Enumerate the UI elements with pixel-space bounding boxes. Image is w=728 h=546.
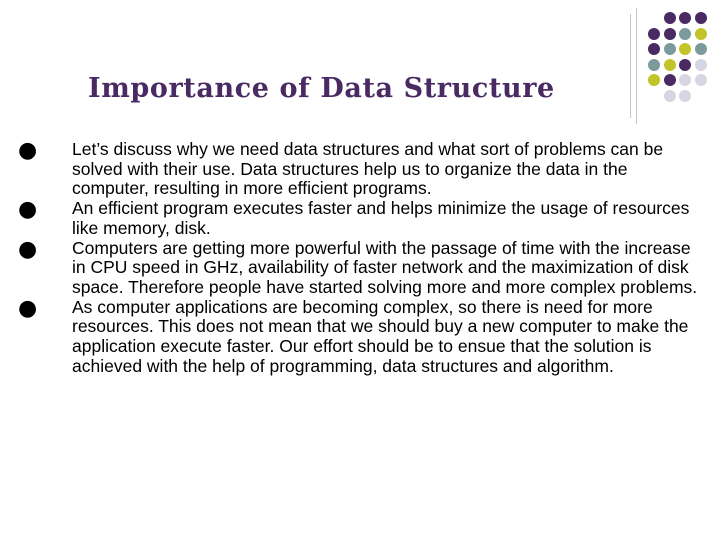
divider-line: [636, 8, 637, 124]
bullet-item: [18, 295, 698, 377]
decorative-dot: [679, 43, 691, 55]
decorative-dot: [679, 12, 691, 24]
decorative-dot: [695, 43, 707, 55]
decorative-dot: [679, 59, 691, 71]
bullet-marker-icon: ●: [18, 236, 38, 262]
decorative-dot: [679, 74, 691, 86]
decorative-dot: [679, 90, 691, 102]
bullet-item: [18, 140, 698, 199]
decorative-dot: [695, 28, 707, 40]
decorative-dot: [695, 74, 707, 86]
decorative-dot: [664, 43, 676, 55]
bullet-marker-icon: ●: [18, 295, 38, 321]
decorative-dot: [679, 28, 691, 40]
bullet-text: As computer applications are becoming complex, so there is need for more resources. This does not mean that we should buy a new computer to make the application execute faster. Our effort should be to ensue that the solution is achieved with the help of programming, data structures and algorithm.: [72, 296, 689, 376]
decorative-dot: [664, 12, 676, 24]
slide-title: Importance of Data Structure: [88, 73, 555, 104]
decorative-dot: [648, 59, 660, 71]
decorative-dot: [695, 12, 707, 24]
decorative-dot: [648, 43, 660, 55]
bullet-list: [18, 140, 698, 376]
bullet-text: Computers are getting more powerful with the passage of time with the increase in CPU speed in GHz, availability of faster network and the maximization of disk space. Therefore people have started solving more and more complex problems.: [72, 237, 698, 297]
bullet-text: Let’s discuss why we need data structures and what sort of problems can be solved with their use. Data structures help us to organize the data in the computer, resulting in more efficient programs.: [72, 139, 664, 199]
bullet-marker-icon: ●: [18, 138, 38, 163]
decorative-dot: [648, 74, 660, 86]
decorative-dot: [664, 59, 676, 71]
decorative-dot: [664, 74, 676, 86]
decorative-dot: [664, 28, 676, 40]
decorative-dot: [648, 28, 660, 40]
bullet-marker-icon: ●: [18, 197, 38, 223]
decorative-dot: [664, 90, 676, 102]
decorative-dot: [695, 59, 707, 71]
bullet-item: [18, 236, 698, 298]
bullet-item: [18, 199, 698, 238]
bullet-text: An efficient program executes faster and helps minimize the usage of resources like memory, disk.: [72, 198, 690, 238]
divider-line: [630, 14, 631, 118]
